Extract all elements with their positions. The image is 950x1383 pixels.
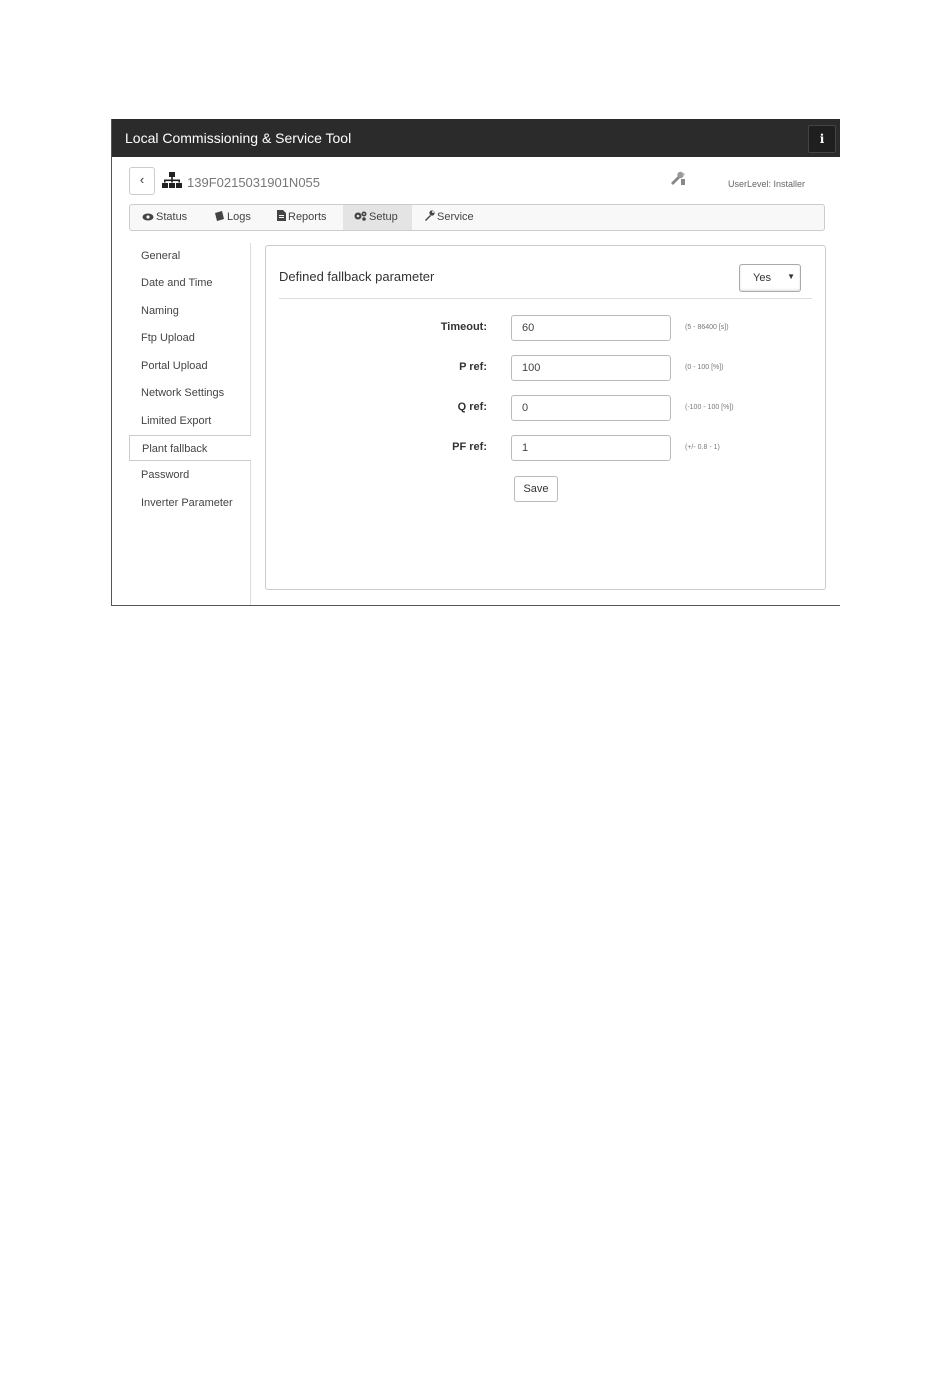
timeout-row (266, 315, 825, 341)
tab-status-label: Status (156, 211, 188, 223)
sidebar-item-network-settings[interactable]: Network Settings (141, 387, 225, 399)
p-ref-label: P ref: (459, 361, 487, 373)
tab-service-label: Service (437, 211, 474, 223)
fallback-enable-select[interactable] (739, 264, 801, 292)
fallback-panel (265, 245, 826, 590)
select-value: Yes (753, 272, 771, 284)
sidebar-item-plant-fallback[interactable]: Plant fallback (129, 435, 251, 461)
caret-down-icon: ▼ (787, 272, 795, 281)
p-ref-hint: (0 - 100 [%]) (685, 364, 724, 371)
tab-logs-label: Logs (227, 211, 251, 223)
eye-icon (142, 213, 154, 221)
setup-sidebar (129, 243, 251, 605)
tab-setup-label: Setup (369, 211, 398, 223)
pf-ref-input[interactable]: 1 (511, 435, 671, 461)
app-title: Local Commissioning & Service Tool (125, 130, 352, 146)
tab-setup[interactable] (343, 205, 412, 230)
tab-logs[interactable] (214, 205, 251, 230)
sidebar-item-date-and-time[interactable]: Date and Time (141, 277, 213, 289)
tools-icon[interactable] (669, 171, 687, 192)
user-level: UserLevel: Installer (728, 179, 806, 189)
tab-reports[interactable] (277, 205, 327, 230)
app-window (111, 119, 840, 606)
q-ref-row (266, 395, 825, 421)
back-button[interactable]: ‹ (129, 167, 155, 195)
sidebar-item-general[interactable]: General (141, 250, 181, 262)
sidebar-item-naming[interactable]: Naming (141, 305, 179, 317)
pf-ref-hint: (+/- 0.8 - 1) (685, 444, 720, 451)
sidebar-item-portal-upload[interactable]: Portal Upload (141, 360, 208, 372)
timeout-label: Timeout: (440, 321, 487, 333)
q-ref-input[interactable]: 0 (511, 395, 671, 421)
sidebar-item-limited-export[interactable]: Limited Export (141, 415, 212, 427)
p-ref-row (266, 355, 825, 381)
pf-ref-row (266, 435, 825, 461)
pf-ref-label: PF ref: (452, 441, 487, 453)
timeout-input[interactable]: 60 (511, 315, 671, 341)
timeout-hint: (5 - 86400 [s]) (685, 324, 729, 331)
tab-reports-label: Reports (288, 211, 327, 223)
device-bar (129, 167, 825, 195)
book-icon (214, 211, 225, 221)
sidebar-item-inverter-parameter[interactable]: Inverter Parameter (141, 497, 233, 509)
sidebar-item-ftp-upload[interactable]: Ftp Upload (141, 332, 195, 344)
info-button[interactable]: i (808, 125, 836, 153)
q-ref-hint: (-100 - 100 [%]) (685, 404, 734, 411)
title-bar (112, 119, 840, 157)
document-icon (277, 210, 286, 221)
panel-title: Defined fallback parameter (279, 269, 435, 284)
device-id: 139F0215031901N055 (187, 175, 321, 190)
sidebar-item-password[interactable]: Password (141, 469, 190, 481)
divider (279, 298, 812, 299)
p-ref-input[interactable]: 100 (511, 355, 671, 381)
tab-service[interactable] (424, 205, 474, 230)
network-tree-icon (162, 172, 182, 194)
tab-status[interactable] (142, 205, 187, 230)
nav-tabs (129, 204, 825, 231)
cogs-icon (354, 211, 367, 221)
wrench-icon (424, 210, 435, 221)
q-ref-label: Q ref: (457, 401, 487, 413)
save-button[interactable]: Save (514, 476, 558, 502)
